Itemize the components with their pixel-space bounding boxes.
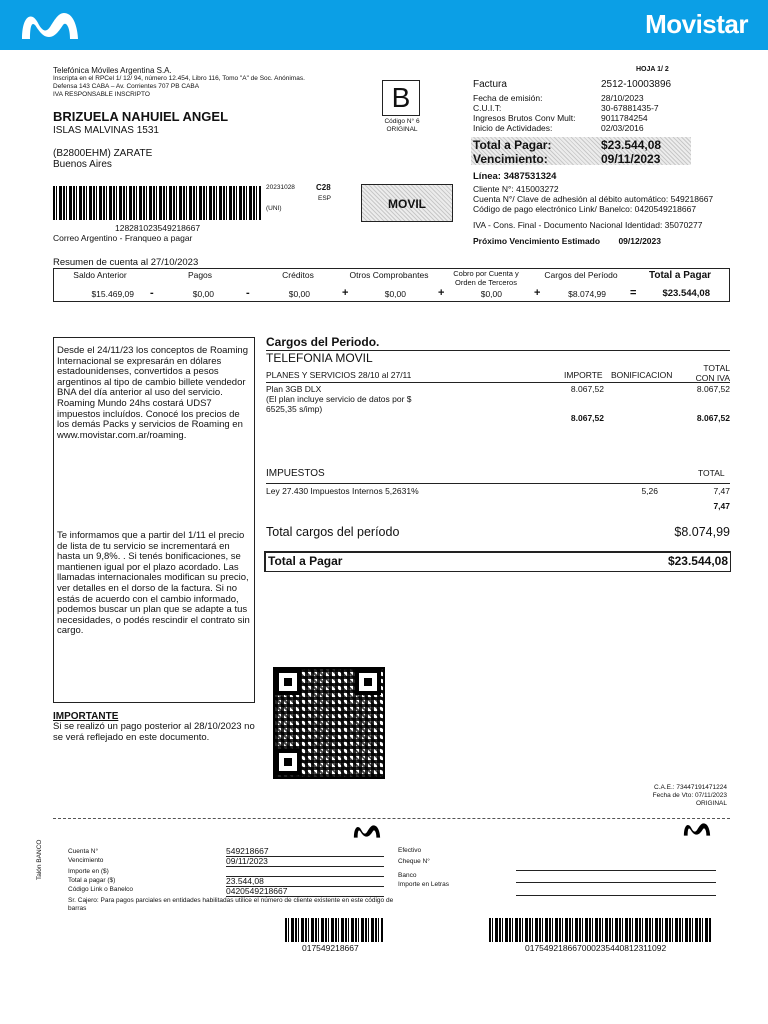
stub-right-label: Efectivo [398, 847, 422, 854]
cae-number: C.A.E.: 73447191471224 [653, 784, 727, 791]
summary-header: Saldo Anterior [73, 270, 127, 280]
invoice-value: 2512-10003896 [601, 79, 672, 90]
client-number: Cliente N°: 415003272 [473, 184, 559, 194]
charges-section-name: TELEFONIA MOVIL [266, 351, 373, 365]
doc-type-original: ORIGINAL [386, 126, 418, 133]
cae-block [610, 784, 727, 808]
col-total-iva: TOTAL CON IVA [695, 363, 730, 383]
plan-subtotal-total: 8.067,52 [696, 413, 730, 423]
total-row [473, 138, 691, 152]
company-name: Telefónica Móviles Argentina S.A. [53, 66, 172, 75]
movil-label: MOVIL [388, 197, 426, 211]
summary-header-total: Total a Pagar [648, 270, 712, 281]
summary-op: - [246, 287, 250, 299]
plan-name: Plan 3GB DLX [266, 384, 322, 394]
company-iva: IVA RESPONSABLE INSCRIPTO [53, 91, 150, 98]
stub-barcode-1 [285, 918, 383, 942]
important-block [53, 711, 263, 743]
col-importe: IMPORTE [564, 370, 603, 380]
mail-uni: (UNI) [266, 205, 282, 212]
plans-divider [266, 382, 730, 383]
summary-value-total: $23.544,08 [662, 288, 710, 299]
header-bar [0, 0, 768, 50]
invoice-row [473, 113, 723, 123]
account-info [473, 171, 753, 246]
plan-note: (El plan incluye servicio de datos por $ 6525,35 s/imp) [266, 394, 412, 414]
company-block [53, 66, 373, 99]
debit-info: Cuenta N°/ Clave de adhesión al débito automático: 549218667 [473, 194, 714, 204]
invoice-value: 9011784254 [601, 113, 648, 123]
summary-op: - [150, 287, 154, 299]
movil-box [361, 184, 453, 222]
cae-due: Fecha de Vto: 07/11/2023 [652, 792, 727, 799]
charges-section [266, 335, 730, 365]
movistar-m-logo [18, 7, 82, 43]
customer-block [53, 109, 353, 170]
mail-barcode-number: 12828102354921866​7 [115, 223, 201, 233]
stub-label: Vencimiento [68, 857, 104, 864]
company-registration: Inscripta en el RPCel 1/ 12/ 94, número 12.454, Libro 116, Tomo "A" de Soc. Anónimas. [53, 75, 305, 82]
stub-label: Importe en ($) [68, 868, 109, 875]
charges-title: Cargos del Periodo. [266, 335, 380, 349]
total-label: Total a Pagar: [473, 138, 552, 152]
stub-field-line [516, 895, 716, 896]
doc-type-code-text: Código N° 6 [384, 118, 420, 125]
stub-side-label: Talón BANCO [36, 839, 43, 880]
invoice-value: 28/10/2023 [601, 93, 644, 103]
summary-value: $0,00 [480, 289, 502, 299]
plan-total: 8.067,52 [696, 384, 730, 394]
summary-header: Cargos del Período [544, 270, 618, 280]
important-title: IMPORTANTE [53, 711, 119, 722]
mail-date: 20231028 [266, 184, 295, 191]
stub-field-line [516, 870, 716, 871]
movistar-m-logo [352, 822, 382, 840]
notice-price-increase: Te informamos que a partir del 1/11 el precio de lista de tu servicio se incrementará en hasta un 9,8%. . Si tenés bonificaciones, se mantienen igual por el plazo acordado. Las llamadas internacionales modifican su precio, ver detalles en el dorso de la factura. Si no estás de acuerdo con el cambio informado, podemos buscar un plan que se adapte a tus necesidades, o podés rescindir el contrato sin cargo. [57, 530, 250, 637]
tax-value: 7,47 [713, 486, 730, 496]
cae-original: ORIGINAL [695, 800, 727, 807]
summary-value: $0,00 [192, 289, 214, 299]
tax-header: IMPUESTOS [266, 468, 325, 479]
franqueo-text: Correo Argentino - Franqueo a pagar [53, 233, 193, 243]
stub-label: Cuenta N° [68, 848, 99, 855]
due-row [473, 152, 691, 166]
stub-barcode-1-number: 017549218667 [302, 943, 359, 953]
customer-name: BRIZUELA NAHUIEL ANGEL [53, 109, 229, 124]
epay-code: Código de pago electrónico Link/ Banelco: 0420549218667 [473, 204, 697, 214]
due-value: 09/11/2023 [601, 152, 661, 166]
iva-doc: IVA - Cons. Final - Documento Nacional Identidad: 35070277 [473, 220, 703, 230]
qr-finder-pattern [275, 669, 301, 695]
total-value: $23.544,08 [601, 138, 662, 152]
summary-op: + [342, 287, 349, 299]
stub-value: 549218667 [226, 846, 384, 857]
cut-line [53, 818, 730, 819]
plan-subtotal-importe: 8.067,52 [570, 413, 604, 423]
invoice-row [473, 103, 723, 113]
summary-header: Otros Comprobantes [349, 270, 429, 280]
mail-esp: ESP [318, 195, 332, 202]
summary-value: $8.074,99 [568, 289, 606, 299]
stub-right-label: Cheque N° [398, 858, 430, 865]
summary-value: $0,00 [384, 289, 406, 299]
tax-name: Ley 27.430 Impuestos Internos 5,2631% [266, 486, 419, 496]
stub-barcode-2 [489, 918, 711, 942]
summary-value: $0,00 [288, 289, 310, 299]
next-due-label: Próximo Vencimiento Estimado [473, 236, 601, 246]
stub-value: 09/11/2023 [226, 856, 384, 867]
important-text: Si se realizó un pago posterior al 28/10/2023 no se verá reflejado en este documento. [53, 721, 255, 743]
stub-value: 23.544,08 [226, 876, 384, 887]
notice-roaming: Desde el 24/11/23 los conceptos de Roaming Internacional se expresarán en dólares estadounidenses, convertidos a pesos argentinos al tipo de cambio billete vendedor BNA del día anterior al uso del servicio. Roaming Mundo 24hs costará UDS7 impuestos incluídos. Conocé los precios de los demás Packs y servicios de Roaming en www.movistar.com.ar/roaming. [57, 345, 249, 441]
tax-rate: 5,26 [641, 486, 658, 496]
stub-right-label: Banco [398, 872, 417, 879]
invoice-value: 02/03/2016 [601, 123, 644, 133]
stub-label: Código Link o Banelco [68, 886, 134, 893]
summary-op: = [630, 287, 637, 299]
qr-finder-pattern [275, 749, 301, 775]
movistar-m-logo [682, 820, 712, 838]
doc-type-letter: B [391, 82, 411, 113]
doc-type-code [378, 118, 426, 134]
company-address: Defensa 143 CABA – Av. Corrientes 707 PB CABA [53, 83, 200, 90]
stub-right-label: Importe en Letras [398, 881, 449, 888]
summary-value: $15.469,09 [91, 289, 134, 299]
next-due [473, 236, 753, 246]
next-due-value: 09/12/2023 [618, 236, 661, 246]
invoice-label: C.U.I.T: [473, 103, 502, 113]
summary-header: Cobro por Cuenta y Orden de Terceros [453, 269, 519, 287]
tax-total-header: TOTAL [698, 468, 725, 478]
page-label: HOJA 1/ 2 [636, 66, 669, 73]
invoice-label: Fecha de emisión: [473, 93, 543, 103]
doc-type-box [382, 80, 420, 116]
plan-importe: 8.067,52 [570, 384, 604, 394]
qr-finder-pattern [355, 669, 381, 695]
brand-name: Movistar [645, 9, 748, 39]
stub-label: Total a pagar ($) [68, 877, 116, 884]
invoice-row [473, 79, 723, 90]
summary-header: Créditos [282, 270, 314, 280]
period-total-value: $8.074,99 [674, 525, 730, 539]
invoice-label: Ingresos Brutos Conv Mult: [473, 113, 576, 123]
col-bonificacion: BONIFICACION [611, 370, 673, 380]
invoice-label: Inicio de Actividades: [473, 123, 553, 133]
period-total-label: Total cargos del período [266, 525, 400, 539]
plans-header: PLANES Y SERVICIOS 28/10 al 27/11 [266, 370, 412, 380]
customer-city: (B2800EHM) ZARATE [53, 148, 153, 159]
stub-cashier-note: Sr. Cajero: Para pagos parciales en entidades habilitadas utilice el número de cliente existente en este código de barras [68, 897, 394, 912]
mail-c28: C28 [316, 183, 331, 192]
invoice-details [473, 79, 723, 133]
summary-title: Resumen de cuenta al 27/10/2023 [53, 257, 199, 268]
stub-field-line [516, 882, 716, 883]
summary-header: Pagos [187, 270, 213, 280]
stub-barcode-2-number: 0175492186670002354408123110​92 [525, 943, 667, 953]
grand-total-value: $23.544,08 [667, 554, 728, 568]
line-number: Línea: 3487531324 [473, 171, 557, 182]
invoice-row [473, 93, 723, 103]
customer-province: Buenos Aires [53, 159, 112, 170]
summary-op: + [438, 287, 445, 299]
tax-subtotal: 7,47 [713, 501, 730, 511]
grand-total-label: Total a Pagar [268, 554, 343, 568]
due-label: Vencimiento: [473, 152, 548, 166]
stub-value: 0420549218667 [226, 886, 384, 897]
invoice-label: Factura [473, 79, 507, 90]
mail-barcode [53, 186, 261, 220]
tax-divider [266, 483, 730, 484]
customer-street: ISLAS MALVINAS 1531 [53, 125, 159, 136]
summary-op: + [534, 287, 541, 299]
total-due [473, 138, 691, 166]
invoice-row [473, 123, 723, 133]
invoice-value: 30-67881435-7 [601, 103, 659, 113]
